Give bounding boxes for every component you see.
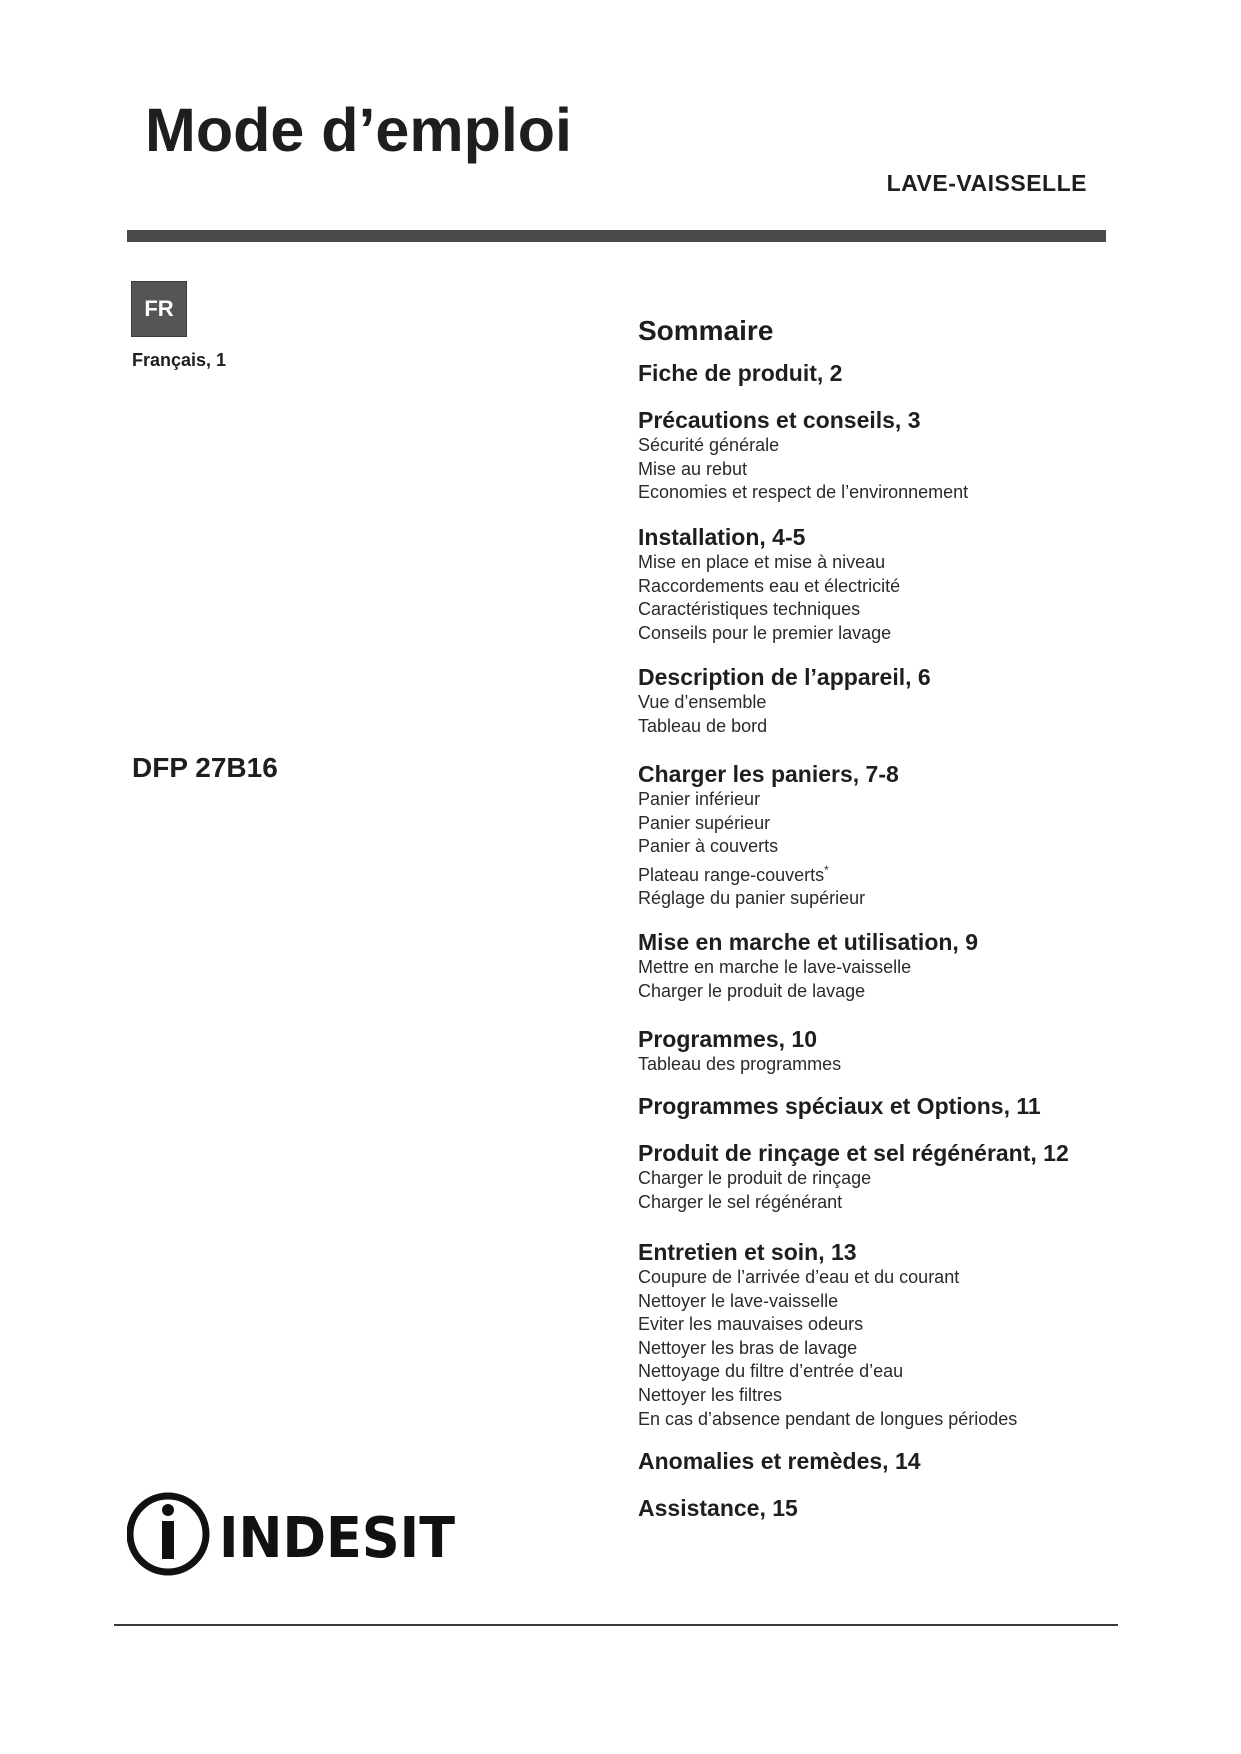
toc-subentry: Panier supérieur [638,812,771,833]
toc-subentry: Plateau range-couverts* [638,862,829,885]
toc-entry-title: Programmes, 10 [638,1026,817,1052]
toc-subentry: Charger le produit de rinçage [638,1168,872,1188]
toc-subentry: Nettoyage du filtre d’entrée d’eau [638,1361,904,1382]
toc-entry-title: Charger les paniers, 7-8 [638,761,899,787]
toc-entry [638,1092,1158,1120]
toc-subentry: Charger le sel régénérant [638,1191,843,1212]
toc-entry-title: Installation, 4-5 [638,524,806,550]
toc-subentry: Conseils pour le premier lavage [638,622,892,643]
language-badge: FR [131,281,187,337]
toc-entry-title: Assistance, 15 [638,1495,798,1521]
page-title: Mode d’emploi [145,96,572,164]
toc-subentry: Vue d’ensemble [638,692,767,712]
toc-subentry: Nettoyer le lave-vaisselle [638,1290,839,1311]
toc-entry-title: Programmes spéciaux et Options, 11 [638,1093,1041,1119]
toc-subentry: Tableau de bord [638,715,768,736]
toc-entry [638,928,1158,1003]
toc-entry-title: Description de l’appareil, 6 [638,664,931,690]
toc-subentry: En cas d’absence pendant de longues périodes [638,1408,1018,1429]
toc-entry-title: Précautions et conseils, 3 [638,407,921,433]
toc-subentry: Sécurité générale [638,435,780,455]
toc-subentry: Mise en place et mise à niveau [638,552,886,572]
toc-subentry: Mettre en marche le lave-vaisselle [638,957,912,977]
toc-subentry: Panier à couverts [638,836,779,857]
toc-entry-title: Entretien et soin, 13 [638,1239,857,1265]
toc-subentry: Nettoyer les filtres [638,1384,783,1405]
toc-entry [638,406,1158,505]
toc-subentry: Caractéristiques techniques [638,599,861,620]
toc-entry [638,1494,1158,1522]
toc-entry [638,1238,1158,1431]
toc-entry [638,760,1158,911]
footnote-mark: * [824,862,829,877]
toc-heading: Sommaire [638,315,774,346]
header-rule [127,230,1106,242]
toc-subentry: Réglage du panier supérieur [638,888,866,909]
toc-entry [638,523,1158,645]
toc-subentry: Coupure de l’arrivée d’eau et du courant [638,1267,960,1287]
toc-entry-title: Fiche de produit, 2 [638,360,843,386]
toc-subentry: Eviter les mauvaises odeurs [638,1314,864,1335]
model-number: DFP 27B16 [132,752,278,783]
footer-rule [114,1624,1118,1626]
toc-entry-title: Mise en marche et utilisation, 9 [638,929,978,955]
toc-entry-title: Anomalies et remèdes, 14 [638,1448,921,1474]
toc-subentry: Tableau des programmes [638,1054,842,1074]
language-entry: Français, 1 [132,350,227,370]
toc-subentry: Panier inférieur [638,789,761,809]
toc-subentry: Economies et respect de l’environnement [638,482,969,503]
toc-subentry: Charger le produit de lavage [638,980,866,1001]
toc-subentry: Nettoyer les bras de lavage [638,1337,858,1358]
product-type: LAVE-VAISSELLE [886,170,1087,196]
toc-entry-title: Produit de rinçage et sel régénérant, 12 [638,1140,1069,1166]
indesit-logo [127,1488,463,1580]
toc-entry [638,1139,1158,1214]
logo-wordmark: INDESIT [219,1506,455,1571]
toc-subentry: Raccordements eau et électricité [638,575,901,596]
toc-subentry: Mise au rebut [638,458,748,479]
toc-entry [638,359,1158,387]
toc-entry [638,663,1158,738]
toc-entry [638,1447,1158,1475]
toc-entry [638,1025,1158,1077]
